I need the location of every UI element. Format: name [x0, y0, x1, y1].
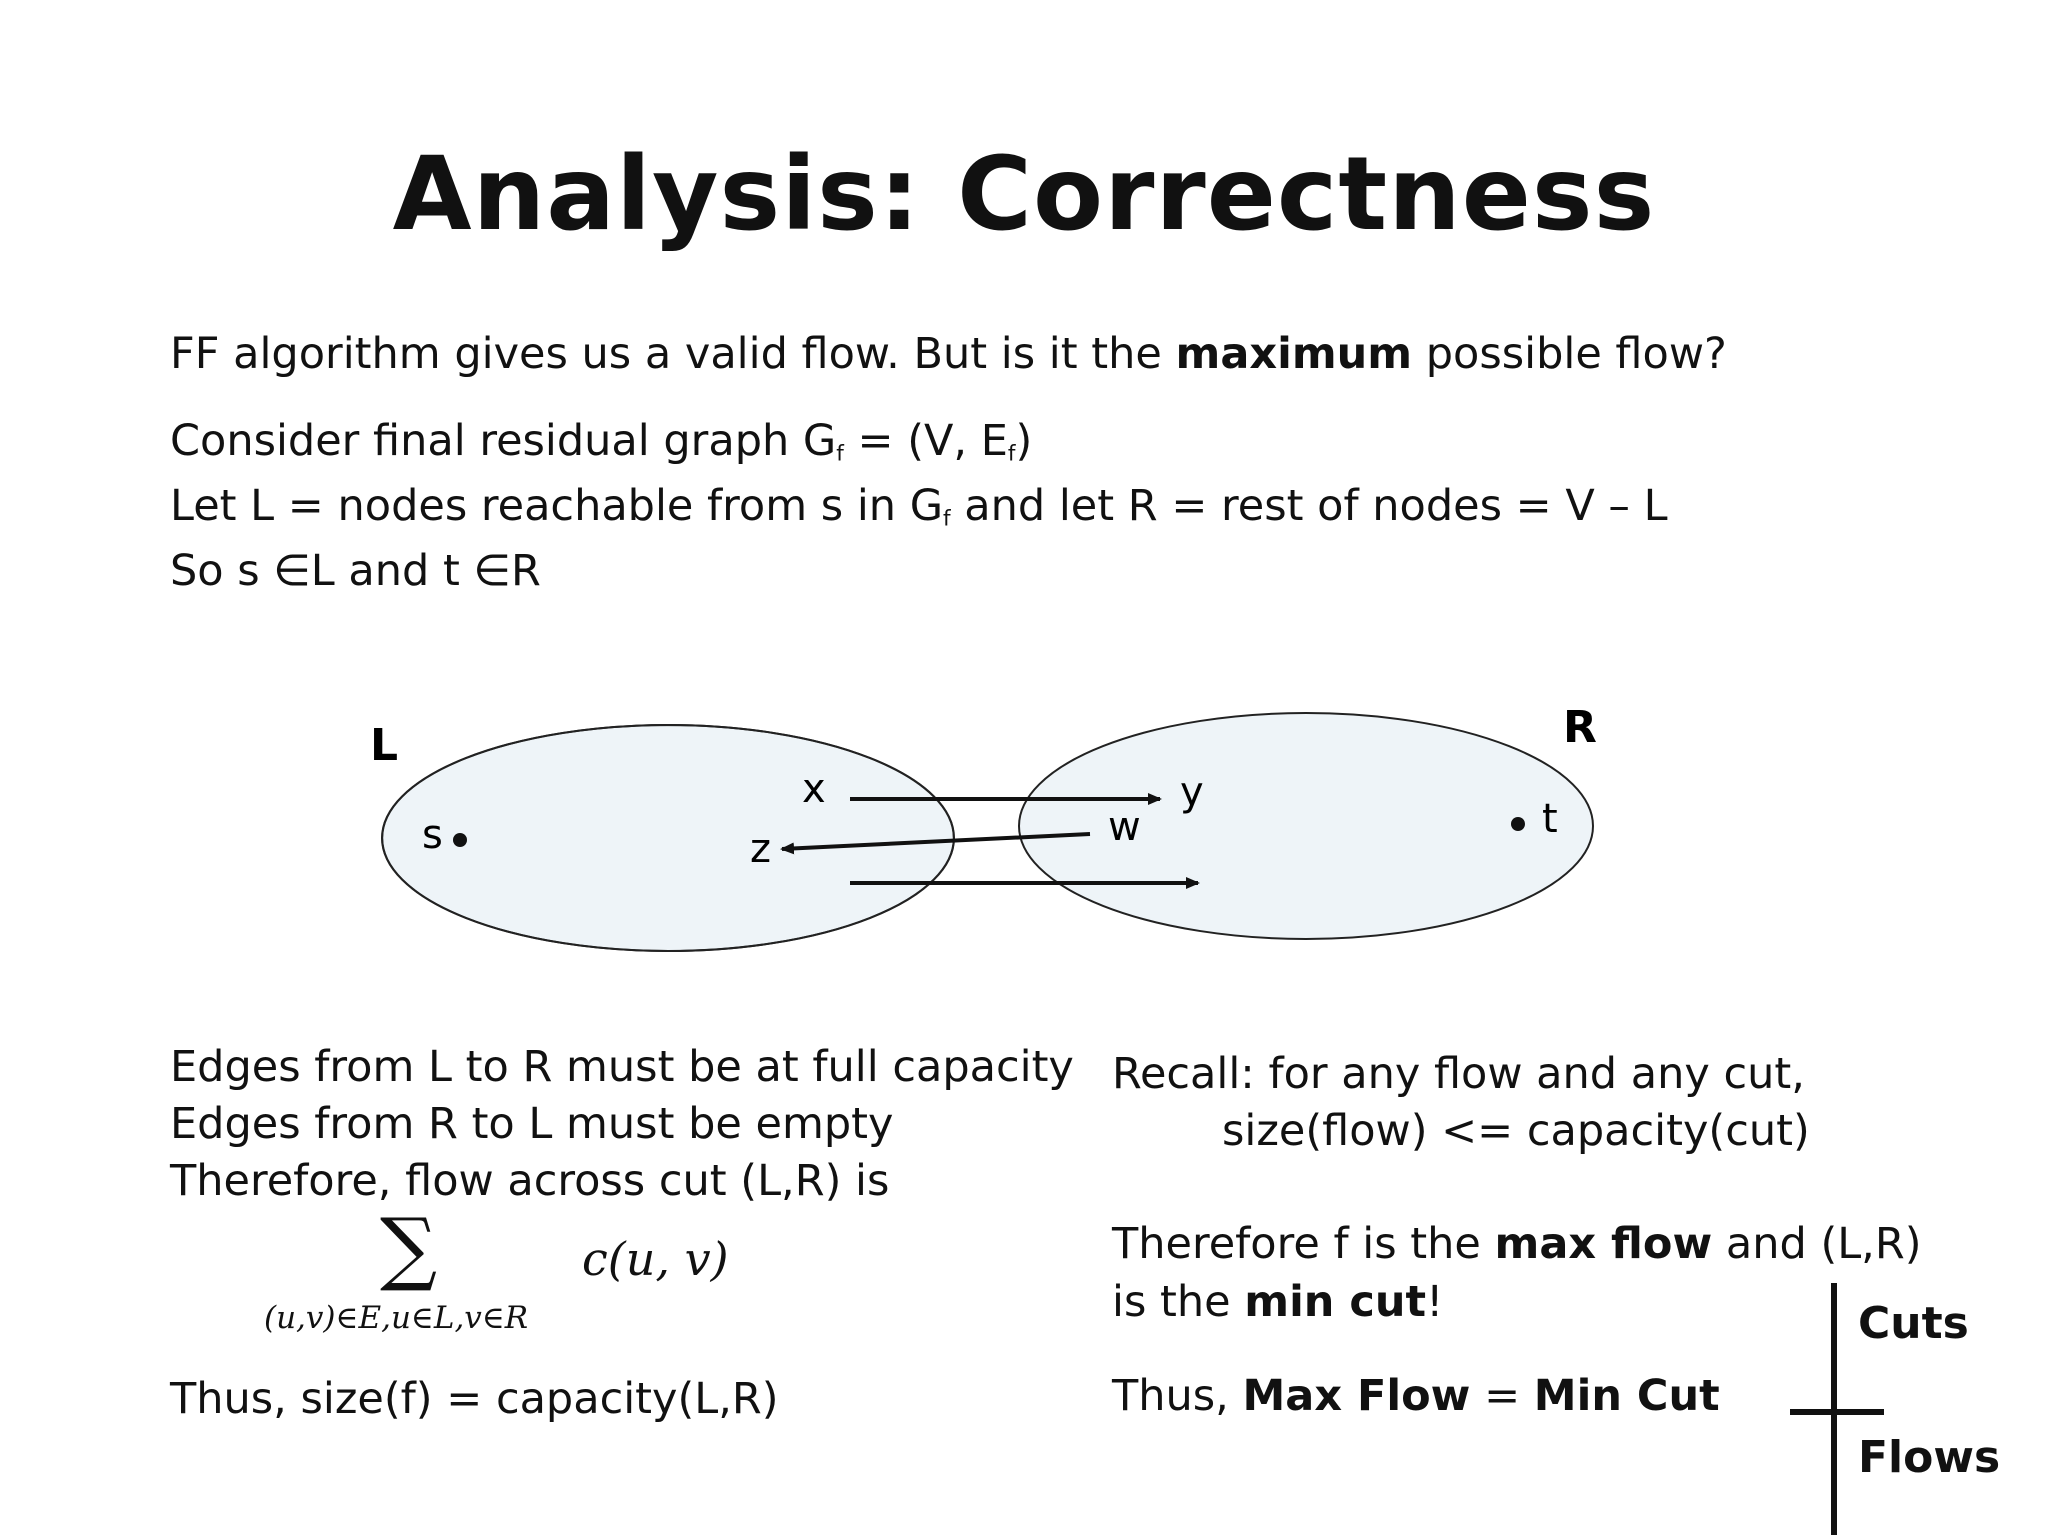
intro-bold: maximum: [1175, 329, 1413, 379]
therefore-line-2: [1112, 1277, 1444, 1327]
scale-cuts-label: Cuts: [1858, 1298, 1969, 1349]
thus-a: Thus,: [1112, 1371, 1243, 1421]
intro-pre: FF algorithm gives us a valid flow. But is it the: [170, 329, 1176, 379]
setup-line-3: So s ∈L and t ∈R: [170, 546, 541, 596]
recall-line-1: Recall: for any flow and any cut,: [1112, 1049, 1805, 1099]
formula-sigma: ∑: [380, 1201, 438, 1294]
therefore-bold-max-flow: max flow: [1494, 1219, 1713, 1269]
cut-diagram: [0, 690, 2048, 980]
thus-bold-min-cut: Min Cut: [1533, 1371, 1720, 1421]
setup-line-2-b: and let R = rest of nodes = V – L: [950, 481, 1668, 531]
left-line-1: Edges from L to R must be at full capacity: [170, 1042, 1074, 1092]
therefore-d: !: [1426, 1277, 1444, 1327]
setup-line-1-a: Consider final residual graph G: [170, 416, 837, 466]
setup-line-1: [170, 416, 1033, 467]
thus-bold-max-flow: Max Flow: [1242, 1371, 1471, 1421]
therefore-b: and (L,R): [1712, 1219, 1922, 1269]
setup-line-1-b: = (V, E: [843, 416, 1008, 466]
setup-line-1-sub2: f: [1007, 441, 1016, 467]
left-line-3: Therefore, flow across cut (L,R) is: [170, 1156, 890, 1206]
node-z-label: z: [750, 826, 771, 872]
set-l-ellipse: [382, 725, 954, 951]
left-line-2: Edges from R to L must be empty: [170, 1099, 894, 1149]
therefore-line-1: [1112, 1219, 1922, 1269]
node-t-label: t: [1542, 796, 1558, 842]
slide-title: Analysis: Correctness: [392, 135, 1656, 254]
intro-post: possible flow?: [1412, 329, 1727, 379]
intro-line: [170, 329, 1727, 379]
node-t-dot: [1511, 817, 1525, 831]
formula-subscript: (u,v)∈E,u∈L,v∈R: [264, 1300, 529, 1336]
scale-flows-label: Flows: [1858, 1432, 2001, 1483]
therefore-c: is the: [1112, 1277, 1245, 1327]
setup-line-1-sub: f: [836, 441, 844, 467]
thus-line: [1112, 1371, 1720, 1421]
set-r-label: R: [1563, 702, 1597, 753]
setup-line-2: [170, 481, 1668, 532]
setup-line-2-sub: f: [943, 506, 951, 532]
therefore-bold-min-cut: min cut: [1244, 1277, 1427, 1327]
node-s-dot: [453, 833, 467, 847]
set-r-ellipse: [1019, 713, 1593, 939]
setup-line-2-a: Let L = nodes reachable from s in G: [170, 481, 944, 531]
node-w-label: w: [1108, 804, 1141, 850]
thus-b: =: [1470, 1371, 1534, 1421]
node-y-label: y: [1180, 769, 1204, 815]
set-l-label: L: [370, 720, 399, 771]
left-conclusion: Thus, size(f) = capacity(L,R): [170, 1374, 779, 1424]
formula-term: c(u, v): [582, 1232, 729, 1286]
node-s-label: s: [422, 812, 443, 858]
recall-line-2: size(flow) <= capacity(cut): [1222, 1106, 1810, 1156]
therefore-a: Therefore f is the: [1112, 1219, 1495, 1269]
setup-line-1-c: ): [1015, 416, 1033, 466]
node-x-label: x: [802, 766, 826, 812]
